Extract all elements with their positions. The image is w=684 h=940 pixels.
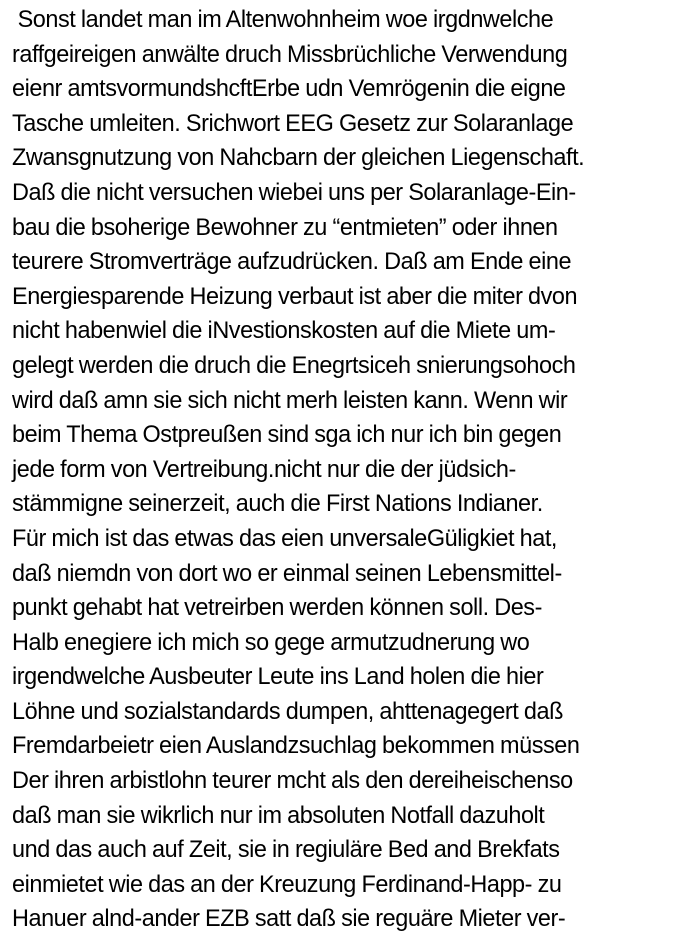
text-line: nicht habenwiel die iNvestionskosten auf die Miete um-	[12, 318, 556, 345]
text-line: jede form von Vertreibung.nicht nur die der jüdsich-	[12, 456, 516, 483]
text-line: Der ihren arbistlohn teurer mcht als den dereiheischenso	[12, 768, 573, 795]
text-line: einmietet wie das an der Kreuzung Ferdinand-Happ- zu	[12, 871, 562, 898]
text-line: daß niemdn von dort wo er einmal seinen Lebensmittel-	[12, 560, 562, 587]
text-line: punkt gehabt hat vetreirben werden können soll. Des-	[12, 595, 542, 622]
text-line: wird daß amn sie sich nicht merh leisten kann. Wenn wir	[12, 387, 568, 414]
text-line: Sonst landet man im Altenwohnheim woe irgdnwelche	[12, 7, 554, 33]
body-text	[12, 3, 684, 937]
text-line: gelegt werden die druch die Enegrtsiceh snierungsohoch	[12, 352, 576, 379]
text-line: stämmigne seinerzeit, auch die First Nations Indianer.	[12, 491, 543, 518]
text-line: Hanuer alnd-ander EZB satt daß sie reguäre Mieter ver-	[12, 906, 566, 933]
text-line: Halb enegiere ich mich so gege armutzudnerung wo	[12, 629, 530, 656]
text-line: Fremdarbeietr eien Auslandzsuchlag bekommen müssen	[12, 733, 580, 760]
text-line: Für mich ist das etwas das eien unversaleGüligkiet hat,	[12, 525, 557, 552]
text-line: Zwansgnutzung von Nahcbarn der gleichen Liegenschaft.	[12, 145, 585, 172]
text-line: Energiesparende Heizung verbaut ist aber die miter dvon	[12, 283, 578, 310]
text-line: bau die bsoherige Bewohner zu “entmieten” oder ihnen	[12, 214, 558, 241]
text-line: Daß die nicht versuchen wiebei uns per Solaranlage-Ein-	[12, 179, 576, 206]
text-line: Löhne und sozialstandards dumpen, ahttenagegert daß	[12, 698, 564, 725]
text-line: und das auch auf Zeit, sie in regiuläre Bed and Brekfats	[12, 837, 560, 864]
text-line: eienr amtsvormundshcftErbe udn Vemrögenin die eigne	[12, 76, 566, 103]
text-line: teurere Stromverträge aufzudrücken. Daß am Ende eine	[12, 249, 572, 276]
text-line: raffgeireigen anwälte druch Missbrüchliche Verwendung	[12, 41, 568, 68]
text-line: beim Thema Ostpreußen sind sga ich nur ich bin gegen	[12, 422, 562, 449]
text-line: irgendwelche Ausbeuter Leute ins Land holen die hier	[12, 664, 544, 691]
text-line: daß man sie wikrlich nur im absoluten Notfall dazuholt	[12, 802, 545, 829]
text-line: Tasche umleiten. Srichwort EEG Gesetz zur Solaranlage	[12, 110, 574, 137]
